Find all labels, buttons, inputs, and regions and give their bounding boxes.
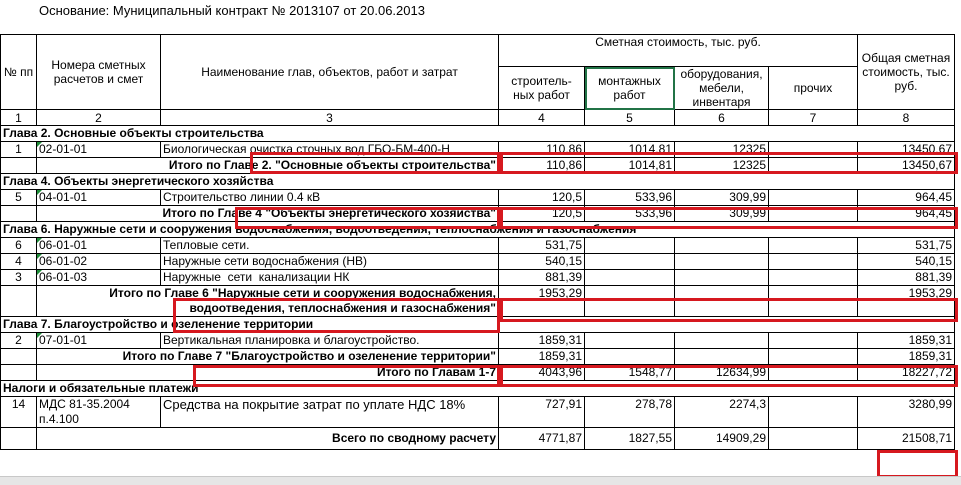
table-row[interactable] (1, 397, 955, 428)
chapter-total-label[interactable] (37, 349, 499, 365)
row-total[interactable]: 964,45 (858, 190, 955, 206)
row-construction[interactable]: 540,15 (499, 254, 585, 270)
row-name[interactable]: Наружные сети канализации НК (161, 270, 499, 286)
total-installation[interactable]: 1014,81 (585, 158, 675, 174)
table-row[interactable] (1, 190, 955, 206)
grand-total-sum[interactable]: 21508,71 (858, 428, 955, 450)
table-row[interactable] (1, 333, 955, 349)
row-total[interactable]: 13450,67 (858, 142, 955, 158)
col-number: 7 (769, 110, 858, 126)
header-total[interactable]: Общая сметная стоимость, тыс. руб. (858, 35, 955, 110)
row-equipment[interactable]: 2274,3 (675, 397, 769, 428)
total-sum[interactable]: 964,45 (858, 206, 955, 222)
row-code[interactable]: 06-01-02 (37, 254, 161, 270)
row-num[interactable]: 2 (1, 333, 37, 349)
col-number: 4 (499, 110, 585, 126)
total-equipment[interactable]: 309,99 (675, 206, 769, 222)
estimate-table (0, 34, 955, 450)
total-label: Итого по Главе 7 (122, 349, 223, 363)
col-number: 8 (858, 110, 955, 126)
chapter-total-row[interactable] (1, 286, 955, 317)
row-construction[interactable]: 1859,31 (499, 333, 585, 349)
total-sum[interactable]: 13450,67 (858, 158, 955, 174)
row-code[interactable]: 04-01-01 (37, 190, 161, 206)
row-construction[interactable]: 881,39 (499, 270, 585, 286)
col-number: 6 (675, 110, 769, 126)
chapter-total-label[interactable] (37, 286, 499, 317)
grand-total-label[interactable]: Всего по сводному расчету (37, 428, 499, 450)
total-installation[interactable]: 1827,55 (585, 428, 675, 450)
row-code[interactable]: 02-01-01 (37, 142, 161, 158)
row-construction[interactable]: 110,86 (499, 142, 585, 158)
chapter-title[interactable]: Глава 7. Благоустройство и озеленение территории (1, 317, 955, 333)
row-total[interactable]: 1859,31 (858, 333, 955, 349)
row-num[interactable]: 1 (1, 142, 37, 158)
chapters-total-label[interactable]: Итого по Главам 1-7 (37, 365, 499, 381)
chapter-total-row[interactable] (1, 206, 955, 222)
row-name[interactable]: Средства на покрытие затрат по уплате НДС 18% (161, 397, 499, 428)
header-equipment[interactable]: оборудования, мебели, инвентаря (675, 67, 769, 110)
table-row[interactable] (1, 254, 955, 270)
row-equipment[interactable]: 309,99 (675, 190, 769, 206)
total-construction[interactable]: 4043,96 (499, 365, 585, 381)
header-estimated-cost[interactable]: Сметная стоимость, тыс. руб. (499, 35, 858, 67)
row-num[interactable]: 4 (1, 254, 37, 270)
total-equipment[interactable]: 14909,29 (675, 428, 769, 450)
grand-total-row[interactable] (1, 428, 955, 450)
table-row[interactable] (1, 270, 955, 286)
chapter-title[interactable]: Глава 6. Наружные сети и сооружения водоснабжения, водоотведения, теплоснабжения и газоснабжения (1, 222, 955, 238)
total-sum[interactable]: 1953,29 (858, 286, 955, 317)
row-code[interactable]: 07-01-01 (37, 333, 161, 349)
total-installation[interactable]: 533,96 (585, 206, 675, 222)
row-construction[interactable]: 120,5 (499, 190, 585, 206)
row-num[interactable]: 14 (1, 397, 37, 428)
header-name[interactable]: Наименование глав, объектов, работ и затрат (161, 35, 499, 110)
total-equipment[interactable]: 12634,99 (675, 365, 769, 381)
highlight-grand-total (877, 450, 958, 478)
row-construction[interactable]: 531,75 (499, 238, 585, 254)
row-other[interactable] (769, 142, 858, 158)
row-total[interactable]: 531,75 (858, 238, 955, 254)
row-name[interactable]: Вертикальная планировка и благоустройство. (161, 333, 499, 349)
row-num[interactable]: 3 (1, 270, 37, 286)
row-total[interactable]: 881,39 (858, 270, 955, 286)
total-sum[interactable]: 1859,31 (858, 349, 955, 365)
row-name[interactable]: Строительство линии 0.4 кВ (161, 190, 499, 206)
chapter-total-label[interactable] (37, 158, 499, 174)
total-construction[interactable]: 120,5 (499, 206, 585, 222)
row-installation[interactable]: 1014,81 (585, 142, 675, 158)
basis-line: Основание: Муниципальный контракт № 2013107 от 20.06.2013 (39, 3, 425, 18)
total-name-continued: водоотведения, теплоснабжения и газоснабжения" (189, 301, 496, 315)
total-name: "Объекты энергетического хозяйства" (265, 206, 496, 220)
total-installation[interactable]: 1548,77 (585, 365, 675, 381)
chapter-title[interactable]: Глава 4. Объекты энергетического хозяйства (1, 174, 955, 190)
row-total[interactable]: 540,15 (858, 254, 955, 270)
row-installation[interactable]: 533,96 (585, 190, 675, 206)
col-number: 5 (585, 110, 675, 126)
header-installation[interactable]: монтажных работ (585, 67, 675, 110)
header-estimate-numbers[interactable]: Номера сметных расчетов и смет (37, 35, 161, 110)
total-construction[interactable]: 1953,29 (499, 286, 585, 317)
total-label: Итого по Главе 6 (109, 286, 209, 300)
col-number: 1 (1, 110, 37, 126)
row-code[interactable]: 06-01-03 (37, 270, 161, 286)
chapters-total-row[interactable] (1, 365, 955, 381)
chapter-total-label[interactable] (37, 206, 499, 222)
row-construction[interactable]: 727,91 (499, 397, 585, 428)
table-row[interactable] (1, 142, 955, 158)
col-number: 3 (161, 110, 499, 126)
total-name: "Наружные сети и сооружения водоснабжения, (212, 286, 496, 300)
total-name: "Основные объекты строительства" (275, 158, 496, 172)
row-code[interactable]: 06-01-01 (37, 238, 161, 254)
row-other[interactable] (769, 190, 858, 206)
row-code[interactable]: МДС 81-35.2004 п.4.100 (37, 397, 161, 428)
total-construction[interactable]: 1859,31 (499, 349, 585, 365)
chapter-title[interactable]: Налоги и обязательные платежи (1, 381, 955, 397)
header-other[interactable]: прочих (769, 67, 858, 110)
total-construction[interactable]: 4771,87 (499, 428, 585, 450)
col-number: 2 (37, 110, 161, 126)
row-total[interactable]: 3280,99 (858, 397, 955, 428)
row-installation[interactable]: 278,78 (585, 397, 675, 428)
row-name[interactable]: Наружные сети водоснабжения (НВ) (161, 254, 499, 270)
chapter-title[interactable]: Глава 2. Основные объекты строительства (1, 126, 955, 142)
total-label: Итого по Главе 2. (168, 158, 272, 172)
total-label: Итого по Главе 4 (162, 206, 262, 220)
table-row[interactable] (1, 238, 955, 254)
chapter-total-row[interactable] (1, 349, 955, 365)
row-name[interactable]: Биологическая очистка сточных вод ГБО-БМ-400-Н (161, 142, 499, 158)
header-num[interactable]: № пп (1, 35, 37, 110)
row-num[interactable]: 5 (1, 190, 37, 206)
total-sum[interactable]: 18227,72 (858, 365, 955, 381)
row-num[interactable]: 6 (1, 238, 37, 254)
chapter-total-row[interactable] (1, 158, 955, 174)
total-name: "Благоустройство и озеленение территории" (225, 349, 496, 363)
row-name[interactable]: Тепловые сети. (161, 238, 499, 254)
total-equipment[interactable]: 12325 (675, 158, 769, 174)
header-construction[interactable]: строитель- ных работ (499, 67, 585, 110)
total-construction[interactable]: 110,86 (499, 158, 585, 174)
row-equipment[interactable]: 12325 (675, 142, 769, 158)
